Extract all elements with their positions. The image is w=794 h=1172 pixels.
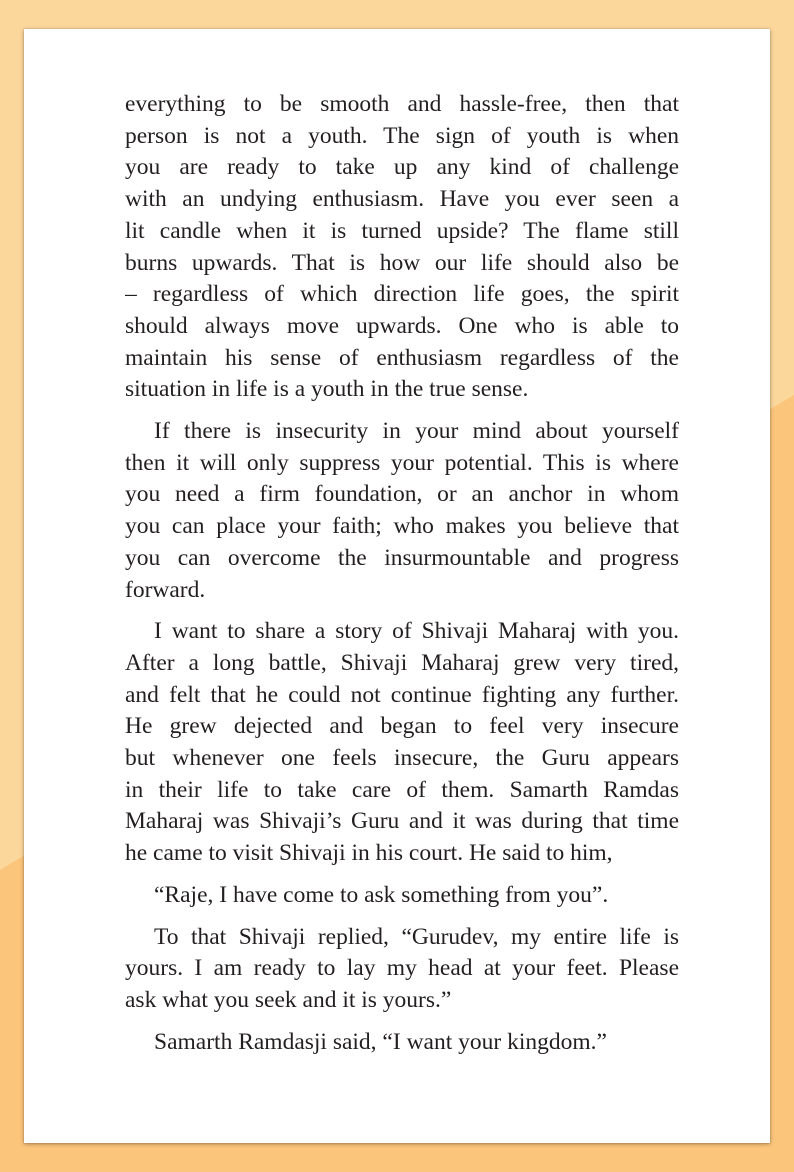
- text-line: he came to visit Shivaji in his court. He said to him,: [125, 840, 613, 867]
- text-line: After a long battle, Shivaji Maharaj grew very tired,: [125, 649, 679, 676]
- text-line: in their life to take care of them. Samarth Ramdas: [125, 776, 679, 803]
- text-line: Maharaj was Shivaji’s Guru and it was during that time: [125, 808, 679, 835]
- text-line: maintain his sense of enthusiasm regardless of the: [125, 344, 679, 371]
- text-line: then it will only suppress your potential. This is where: [125, 449, 679, 476]
- text-line: He grew dejected and began to feel very insecure: [125, 713, 679, 740]
- page-text: [125, 89, 679, 1068]
- paragraph: [125, 922, 679, 1017]
- text-line: you need a firm foundation, or an anchor in whom: [125, 481, 679, 508]
- text-line: should always move upwards. One who is able to: [125, 312, 679, 339]
- paragraph: [125, 89, 679, 406]
- text-line: person is not a youth. The sign of youth is when: [125, 122, 679, 149]
- text-line: If there is insecurity in your mind about yourself: [154, 418, 679, 445]
- text-line: ask what you seek and it is yours.”: [125, 986, 452, 1013]
- text-line: To that Shivaji replied, “Gurudev, my entire life is: [154, 923, 679, 950]
- text-line: with an undying enthusiasm. Have you ever seen a: [125, 186, 679, 213]
- text-line: I want to share a story of Shivaji Maharaj with you.: [154, 618, 679, 645]
- paragraph: [125, 616, 679, 870]
- book-page: [24, 29, 770, 1143]
- text-line: burns upwards. That is how our life should also be: [125, 249, 679, 276]
- text-line: “Raje, I have come to ask something from you”.: [154, 881, 609, 908]
- text-line: lit candle when it is turned upside? The flame still: [125, 217, 679, 244]
- paragraph: [125, 880, 679, 912]
- text-line: yours. I am ready to lay my head at your feet. Please: [125, 955, 679, 982]
- text-line: everything to be smooth and hassle-free, then that: [125, 91, 679, 117]
- text-line: but whenever one feels insecure, the Guru appears: [125, 745, 679, 772]
- paragraph: [125, 1027, 679, 1059]
- text-line: you are ready to take up any kind of challenge: [125, 154, 679, 181]
- text-line: and felt that he could not continue fighting any further.: [125, 681, 679, 708]
- paragraph: [125, 416, 679, 606]
- text-line: Samarth Ramdasji said, “I want your kingdom.”: [154, 1028, 607, 1055]
- text-line: forward.: [125, 576, 206, 603]
- text-line: you can place your faith; who makes you believe that: [125, 513, 679, 540]
- text-line: situation in life is a youth in the true sense.: [125, 376, 529, 403]
- text-line: – regardless of which direction life goes, the spirit: [125, 281, 679, 308]
- text-line: you can overcome the insurmountable and progress: [125, 544, 679, 571]
